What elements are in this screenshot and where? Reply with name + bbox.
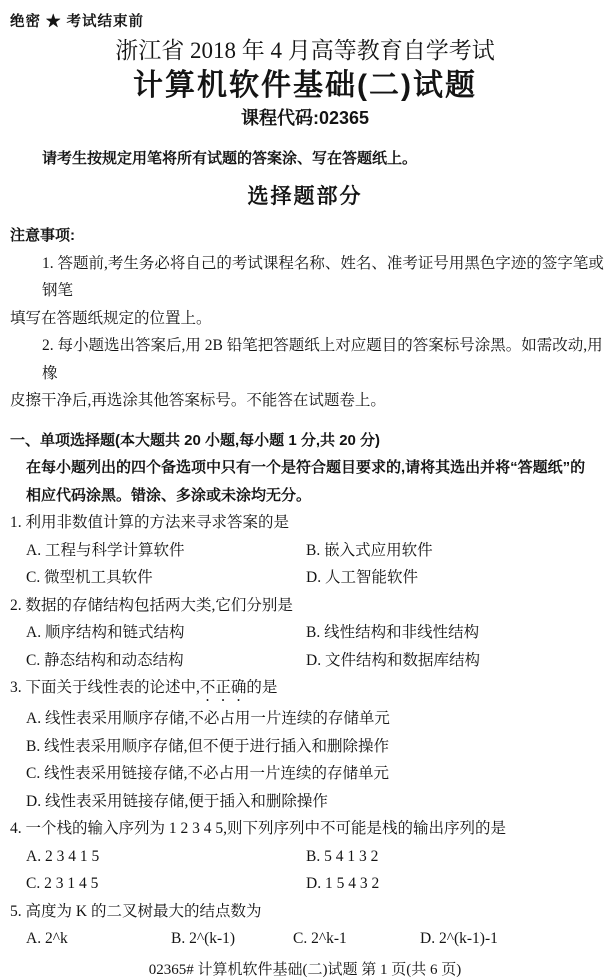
classification-label: 绝密 ★ 考试结束前 [10, 14, 145, 30]
question-1-stem: 1. 利用非数值计算的方法来寻求答案的是 [10, 514, 290, 531]
page-footer: 02365# 计算机软件基础(二)试题 第 1 页(共 6 页) [148, 961, 462, 978]
exam-paper-page [0, 12, 610, 978]
question-3-options [0, 705, 610, 815]
answer-instruction: 请考生按规定用笔将所有试题的答案涂、写在答题纸上。 [42, 150, 418, 167]
question-1-options-row-2 [0, 564, 610, 592]
question-2-option-a: A. 顺序结构和链式结构 [26, 624, 185, 641]
question-1-option-b: B. 嵌入式应用软件 [306, 541, 433, 559]
question-5-stem: 5. 高度为 K 的二叉树最大的结点数为 [10, 902, 262, 920]
note-2-line-1: 2. 每小题选出答案后,用 2B 铅笔把答题纸上对应题目的答案标号涂黑。如需改动,用橡 [42, 337, 603, 382]
question-1-option-a: A. 工程与科学计算软件 [26, 541, 185, 559]
question-4-option-a: A. 2 3 4 1 5 [26, 847, 100, 865]
question-3-option-b: B. 线性表采用顺序存储,但不便于进行插入和删除操作 [26, 737, 389, 755]
question-4-options-row-2 [0, 870, 610, 898]
mcq-section-heading: 一、单项选择题(本大题共 20 小题,每小题 1 分,共 20 分) [10, 431, 381, 449]
note-1-line-2: 填写在答题纸规定的位置上。 [10, 309, 212, 327]
question-2-options-row-2 [0, 647, 610, 675]
question-5-option-c: C. 2^k-1 [293, 930, 347, 947]
question-2-options-row-1 [0, 619, 610, 647]
question-2-option-c: C. 静态结构和动态结构 [26, 651, 184, 669]
section-title: 选择题部分 [247, 185, 363, 208]
question-1-options-row-1 [0, 537, 610, 565]
course-code: 课程代码:02365 [240, 108, 370, 128]
note-1-line-1: 1. 答题前,考生务必将自己的考试课程名称、姓名、准考证号用黑色字迹的签字笔或钢笔 [42, 254, 604, 299]
question-5-options [0, 925, 610, 953]
question-4-option-d: D. 1 5 4 3 2 [306, 875, 380, 892]
question-3-stem-pre: 3. 下面关于线性表的论述中, [10, 679, 200, 696]
mcq-instruction-line-1: 在每小题列出的四个备选项中只有一个是符合题目要求的,请将其选出并将“答题纸”的 [26, 459, 586, 476]
paper-title: 计算机软件基础(二)试题 [133, 69, 477, 102]
mcq-instruction-line-2: 相应代码涂黑。错涂、多涂或未涂均无分。 [26, 486, 312, 504]
question-5-option-b: B. 2^(k-1) [171, 930, 236, 947]
question-5-option-a: A. 2^k [26, 930, 68, 947]
question-3-option-d: D. 线性表采用链接存储,便于插入和删除操作 [26, 792, 328, 810]
question-3-stem-post: 的是 [246, 679, 278, 696]
question-3-option-c: C. 线性表采用链接存储,不必占用一片连续的存储单元 [26, 765, 389, 782]
question-3-option-a: A. 线性表采用顺序存储,不必占用一片连续的存储单元 [26, 710, 390, 727]
question-2-option-b: B. 线性结构和非线性结构 [306, 624, 480, 641]
question-1-option-d: D. 人工智能软件 [306, 569, 418, 586]
question-4-option-c: C. 2 3 1 4 5 [26, 875, 99, 892]
question-4-option-b: B. 5 4 1 3 2 [306, 847, 379, 865]
question-2-stem: 2. 数据的存储结构包括两大类,它们分别是 [10, 596, 293, 614]
notes-heading: 注意事项: [10, 227, 75, 244]
question-3-stem [0, 674, 610, 705]
exam-title: 浙江省 2018 年 4 月高等教育自学考试 [115, 38, 495, 63]
question-2-option-d: D. 文件结构和数据库结构 [306, 651, 480, 669]
question-3-stem-emphasized: 不正确 [199, 679, 247, 696]
note-2-line-2: 皮擦干净后,再选涂其他答案标号。不能答在试题卷上。 [10, 392, 386, 409]
question-5-option-d: D. 2^(k-1)-1 [420, 930, 498, 947]
question-4-options-row-1 [0, 843, 610, 871]
question-4-stem: 4. 一个栈的输入序列为 1 2 3 4 5,则下列序列中不可能是栈的输出序列的是 [10, 820, 507, 837]
question-1-option-c: C. 微型机工具软件 [26, 569, 153, 586]
